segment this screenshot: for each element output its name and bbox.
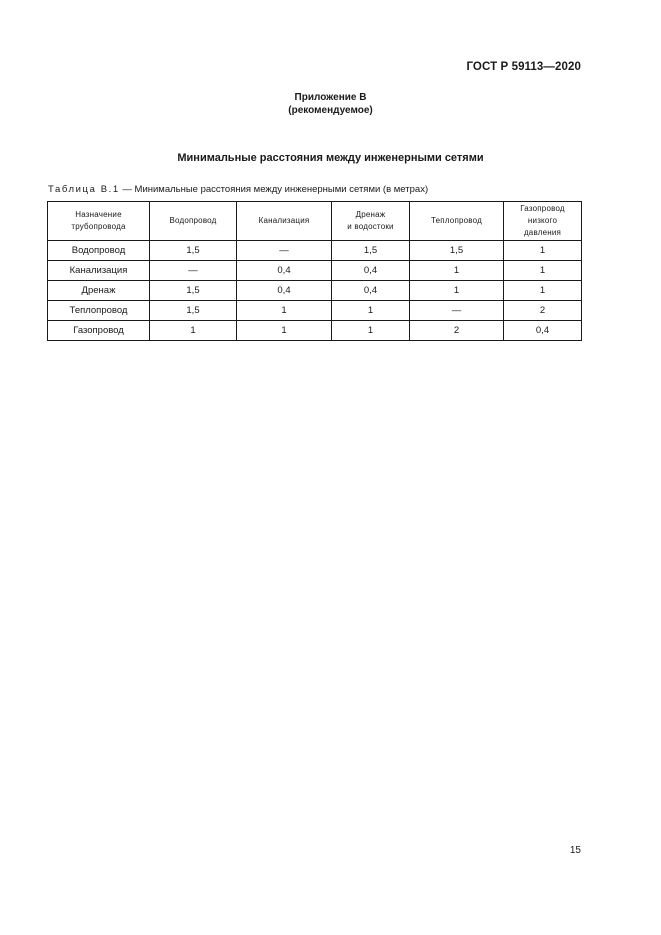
header-water-supply xyxy=(150,202,237,241)
table-cell: 0,4 xyxy=(237,281,332,301)
page-number: 15 xyxy=(569,845,581,856)
table-cell: 1 xyxy=(332,301,410,321)
table-row xyxy=(48,241,582,261)
table-cell: 2 xyxy=(410,321,504,341)
header-sewerage xyxy=(237,202,332,241)
table-cell: 1,5 xyxy=(150,281,237,301)
header-line: Канализация xyxy=(258,216,310,225)
header-pipeline-purpose xyxy=(48,202,150,241)
distances-table xyxy=(47,201,582,341)
table-cell: — xyxy=(150,261,237,281)
table-cell: 1,5 xyxy=(410,241,504,261)
table-cell: — xyxy=(410,301,504,321)
table-cell: Газопровод xyxy=(48,321,150,341)
header-line: давления xyxy=(523,228,562,237)
table-cell: 0,4 xyxy=(237,261,332,281)
table-row xyxy=(48,321,582,341)
table-cell: 1 xyxy=(332,321,410,341)
table-cell: 1 xyxy=(504,241,582,261)
table-cell: 0,4 xyxy=(504,321,582,341)
table-cell: 1,5 xyxy=(150,241,237,261)
header-drainage xyxy=(332,202,410,241)
table-cell: Канализация xyxy=(48,261,150,281)
table-caption-label: Таблица В.1 xyxy=(48,184,120,195)
header-line: Дренаж xyxy=(355,210,386,219)
table-caption xyxy=(48,184,428,195)
table-header-row xyxy=(48,202,582,241)
table-cell: Водопровод xyxy=(48,241,150,261)
table-row xyxy=(48,261,582,281)
table-cell: 0,4 xyxy=(332,281,410,301)
header-heat-pipeline xyxy=(410,202,504,241)
header-line: Газопровод xyxy=(520,204,565,213)
header-line: Водопровод xyxy=(169,216,217,225)
section-title: Минимальные расстояния между инженерными сетями xyxy=(177,152,484,164)
table-row xyxy=(48,301,582,321)
table-cell: Дренаж xyxy=(48,281,150,301)
header-line: и водостоки xyxy=(347,222,394,231)
header-line: низкого xyxy=(527,216,558,225)
table-cell: Теплопровод xyxy=(48,301,150,321)
appendix-title: Приложение В xyxy=(294,92,367,103)
header-low-pressure-gas xyxy=(504,202,582,241)
table-cell: 2 xyxy=(504,301,582,321)
table-row xyxy=(48,281,582,301)
table-cell: 1 xyxy=(150,321,237,341)
table-cell: 1 xyxy=(237,301,332,321)
table-cell: 1 xyxy=(504,261,582,281)
table-cell: 1 xyxy=(410,281,504,301)
table-cell: 1,5 xyxy=(150,301,237,321)
table-cell: — xyxy=(237,241,332,261)
header-line: Назначение xyxy=(75,210,122,219)
table-cell: 1 xyxy=(504,281,582,301)
appendix-subtitle: (рекомендуемое) xyxy=(288,105,373,116)
table-cell: 1,5 xyxy=(332,241,410,261)
table-cell: 1 xyxy=(237,321,332,341)
table-caption-text: — Минимальные расстояния между инженерными сетями (в метрах) xyxy=(119,184,429,195)
header-line: трубопровода xyxy=(71,222,126,231)
table-cell: 1 xyxy=(410,261,504,281)
header-line: Теплопровод xyxy=(431,216,482,225)
document-code: ГОСТ Р 59113—2020 xyxy=(466,61,581,73)
table-cell: 0,4 xyxy=(332,261,410,281)
appendix-heading xyxy=(0,91,661,117)
